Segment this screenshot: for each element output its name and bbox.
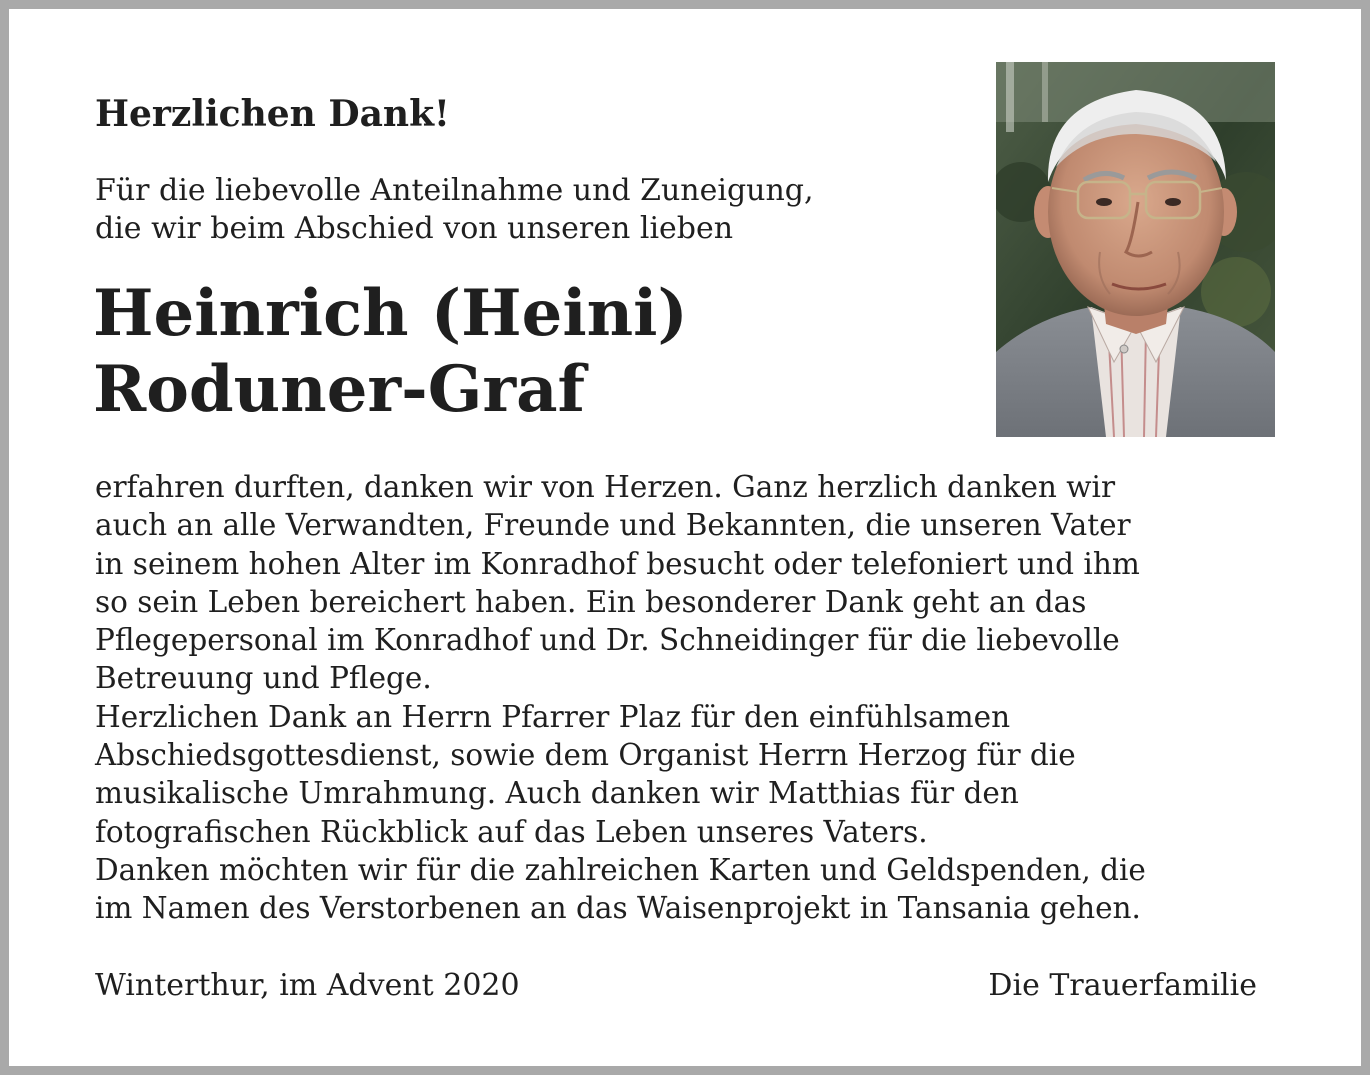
place-date: Winterthur, im Advent 2020 <box>95 968 520 1003</box>
obituary-notice <box>9 9 1361 1066</box>
body-line: Betreuung und Pflege. <box>95 661 432 696</box>
signature: Die Trauerfamilie <box>988 968 1257 1003</box>
body-line: in seinem hohen Alter im Konradhof besucht oder telefoniert und ihm <box>95 546 1140 581</box>
body-line: Abschiedsgottesdienst, sowie dem Organist Herrn Herzog für die <box>95 738 1076 773</box>
name-line: Roduner-Graf <box>93 352 586 427</box>
name-line: Heinrich (Heini) <box>93 276 688 351</box>
intro-line: die wir beim Abschied von unseren lieben <box>95 211 734 246</box>
deceased-name <box>93 276 688 428</box>
portrait-photo <box>996 62 1275 437</box>
body-line: auch an alle Verwandten, Freunde und Bekannten, die unseren Vater <box>95 508 1131 543</box>
body-line: Herzlichen Dank an Herrn Pfarrer Plaz für den einfühlsamen <box>95 699 1011 734</box>
body-line: so sein Leben bereichert haben. Ein besonderer Dank geht an das <box>95 584 1087 619</box>
portrait-image <box>996 62 1275 437</box>
thanks-body <box>95 468 1146 928</box>
intro-text <box>95 172 814 248</box>
body-line: musikalische Umrahmung. Auch danken wir Matthias für den <box>95 776 1019 811</box>
intro-line: Für die liebevolle Anteilnahme und Zuneigung, <box>95 173 814 208</box>
notice-heading: Herzlichen Dank! <box>95 93 450 135</box>
body-line: erfahren durften, danken wir von Herzen. Ganz herzlich danken wir <box>95 470 1116 504</box>
body-line: Danken möchten wir für die zahlreichen Karten und Geldspenden, die <box>95 852 1146 887</box>
body-line: fotografischen Rückblick auf das Leben unseres Vaters. <box>95 814 928 849</box>
body-line: Pflegepersonal im Konradhof und Dr. Schneidinger für die liebevolle <box>95 623 1120 658</box>
body-line: im Namen des Verstorbenen an das Waisenprojekt in Tansania gehen. <box>95 891 1141 926</box>
